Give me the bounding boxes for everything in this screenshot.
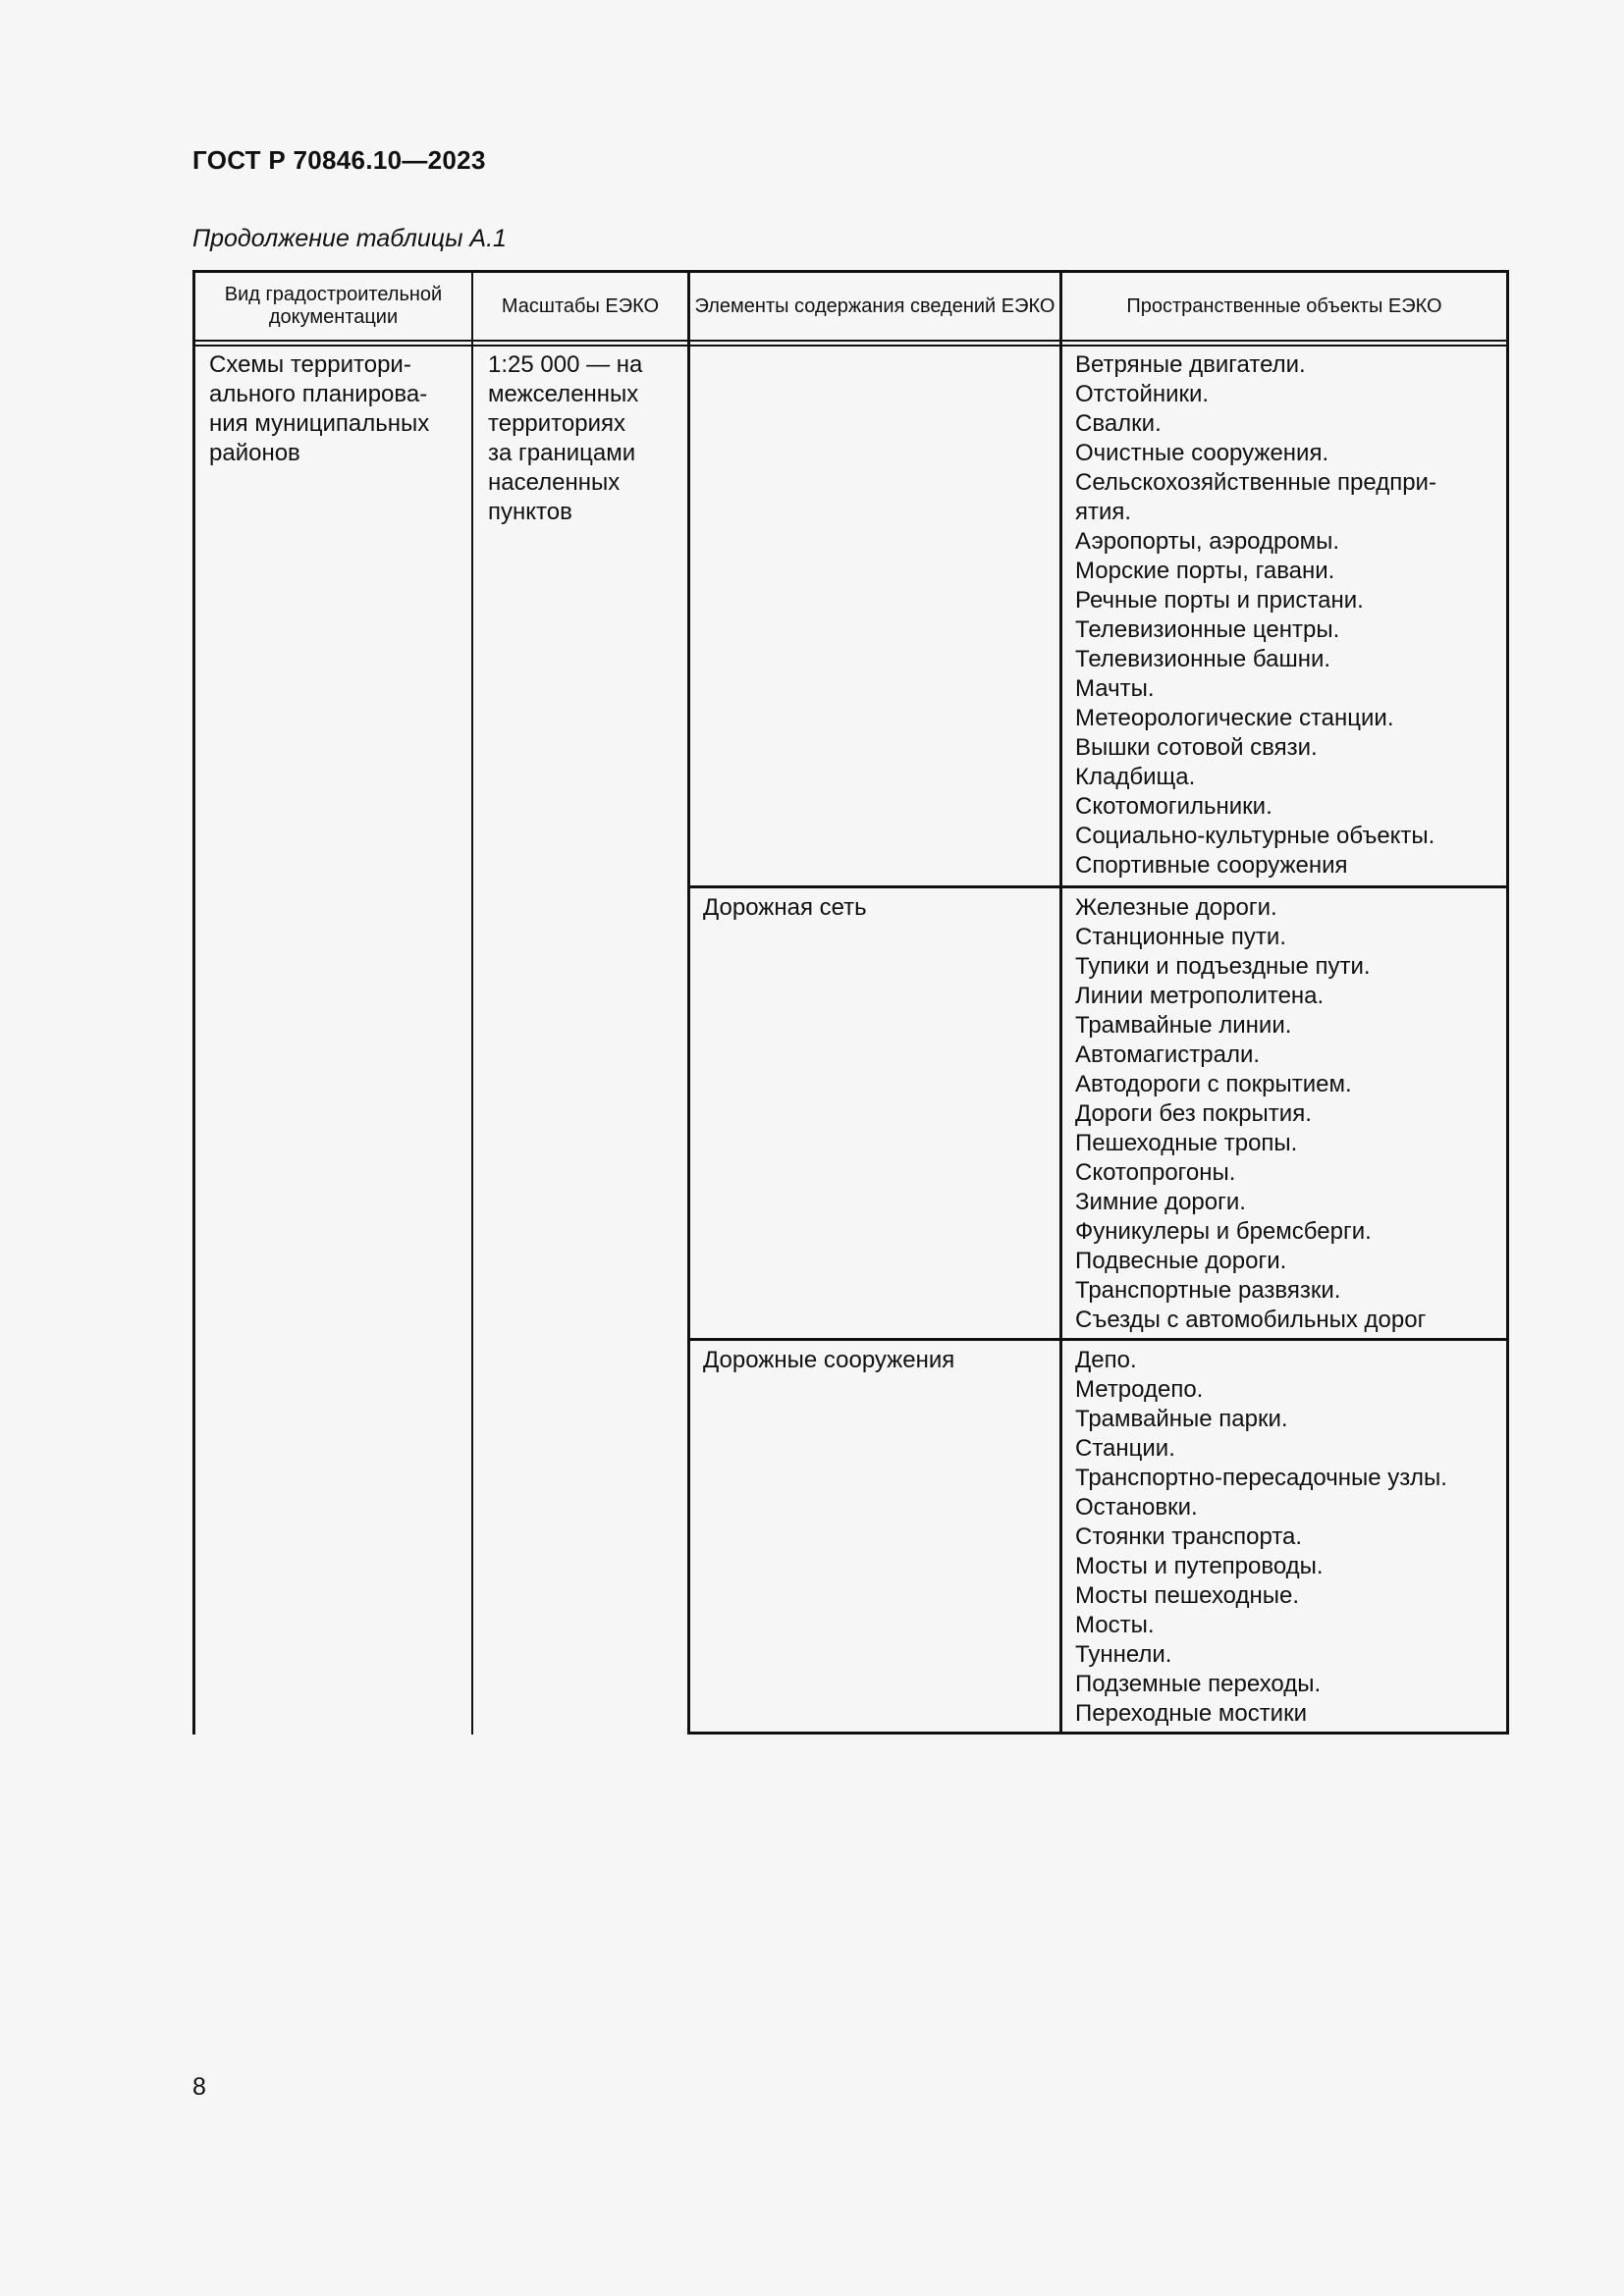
header-divider-1 — [192, 340, 1509, 342]
document-title: ГОСТ Р 70846.10—2023 — [192, 145, 486, 175]
list-item: Мосты. — [1075, 1612, 1155, 1638]
list-item: Подвесные дороги. — [1075, 1248, 1287, 1274]
column-divider-3 — [1059, 270, 1062, 1735]
list-item: Линии метрополитена. — [1075, 983, 1325, 1009]
list-item: Подземные переходы. — [1075, 1671, 1322, 1697]
list-item: Станционные пути. — [1075, 924, 1286, 950]
data-table — [192, 270, 1509, 1735]
table-caption: Продолжение таблицы А.1 — [192, 225, 507, 252]
list-item: Туннели. — [1075, 1641, 1172, 1668]
table-border-bottom-partial — [687, 1732, 1509, 1735]
list-item: Социально-культурные объекты. — [1075, 823, 1435, 849]
list-item: Мачты. — [1075, 675, 1155, 702]
list-item: Очистные сооружения. — [1075, 440, 1329, 466]
row-divider-2 — [687, 1338, 1509, 1341]
cell-doc-type: Схемы территори- ального планирова- ния муниципальных районов — [209, 351, 430, 466]
list-item: Остановки. — [1075, 1494, 1198, 1521]
objects-list-group-3 — [1075, 1346, 1447, 1729]
list-item: ятия. — [1075, 499, 1132, 525]
list-item: Зимние дороги. — [1075, 1189, 1246, 1215]
table-border-right — [1506, 270, 1509, 1735]
list-item: Метродепо. — [1075, 1376, 1204, 1403]
cell-scale: 1:25 000 — на межселенных территориях за границами населенных пунктов — [488, 351, 643, 525]
list-item: Спортивные сооружения — [1075, 852, 1348, 879]
list-item: Трамвайные парки. — [1075, 1406, 1288, 1432]
list-item: Фуникулеры и бремсберги. — [1075, 1218, 1372, 1245]
objects-list-group-1 — [1075, 350, 1436, 881]
list-item: Телевизионные центры. — [1075, 616, 1340, 643]
list-item: Мосты и путепроводы. — [1075, 1553, 1324, 1579]
column-divider-2 — [687, 270, 690, 1735]
list-item: Съезды с автомобильных дорог — [1075, 1307, 1427, 1333]
list-item: Переходные мостики — [1075, 1700, 1307, 1727]
list-item: Дороги без покрытия. — [1075, 1100, 1312, 1127]
list-item: Станции. — [1075, 1435, 1175, 1462]
list-item: Железные дороги. — [1075, 894, 1277, 921]
list-item: Автодороги с покрытием. — [1075, 1071, 1352, 1097]
list-item: Метеорологические станции. — [1075, 705, 1394, 731]
list-item: Трамвайные линии. — [1075, 1012, 1292, 1039]
list-item: Отстойники. — [1075, 381, 1210, 407]
list-item: Кладбища. — [1075, 764, 1196, 790]
list-item: Речные порты и пристани. — [1075, 587, 1364, 614]
list-item: Телевизионные башни. — [1075, 646, 1331, 672]
list-item: Транспортно-пересадочные узлы. — [1075, 1465, 1447, 1491]
list-item: Депо. — [1075, 1347, 1137, 1373]
header-objects: Пространственные объекты ЕЭКО — [1126, 294, 1442, 317]
cell-element-group-3: Дорожные сооружения — [703, 1347, 955, 1373]
list-item: Тупики и подъездные пути. — [1075, 953, 1371, 980]
header-scale: Масштабы ЕЭКО — [501, 294, 660, 317]
list-item: Скотопрогоны. — [1075, 1159, 1236, 1186]
page-number: 8 — [192, 2073, 206, 2101]
header-divider-2 — [192, 345, 1509, 347]
column-divider-1 — [471, 270, 473, 1735]
table-border-left — [192, 270, 195, 1735]
list-item: Свалки. — [1075, 410, 1162, 437]
list-item: Мосты пешеходные. — [1075, 1582, 1300, 1609]
header-doc-type: Вид градостроительной документации — [224, 284, 443, 328]
cell-element-group-2: Дорожная сеть — [703, 894, 867, 921]
list-item: Стоянки транспорта. — [1075, 1523, 1303, 1550]
objects-list-group-2 — [1075, 893, 1426, 1335]
list-item: Транспортные развязки. — [1075, 1277, 1341, 1304]
list-item: Аэропорты, аэродромы. — [1075, 528, 1340, 555]
list-item: Пешеходные тропы. — [1075, 1130, 1298, 1156]
list-item: Вышки сотовой связи. — [1075, 734, 1318, 761]
list-item: Ветряные двигатели. — [1075, 351, 1306, 378]
list-item: Морские порты, гавани. — [1075, 558, 1335, 584]
list-item: Скотомогильники. — [1075, 793, 1272, 820]
header-elements: Элементы содержания сведений ЕЭКО — [694, 294, 1056, 317]
row-divider-1 — [687, 885, 1509, 888]
list-item: Сельскохозяйственные предпри- — [1075, 469, 1436, 496]
list-item: Автомагистрали. — [1075, 1041, 1261, 1068]
